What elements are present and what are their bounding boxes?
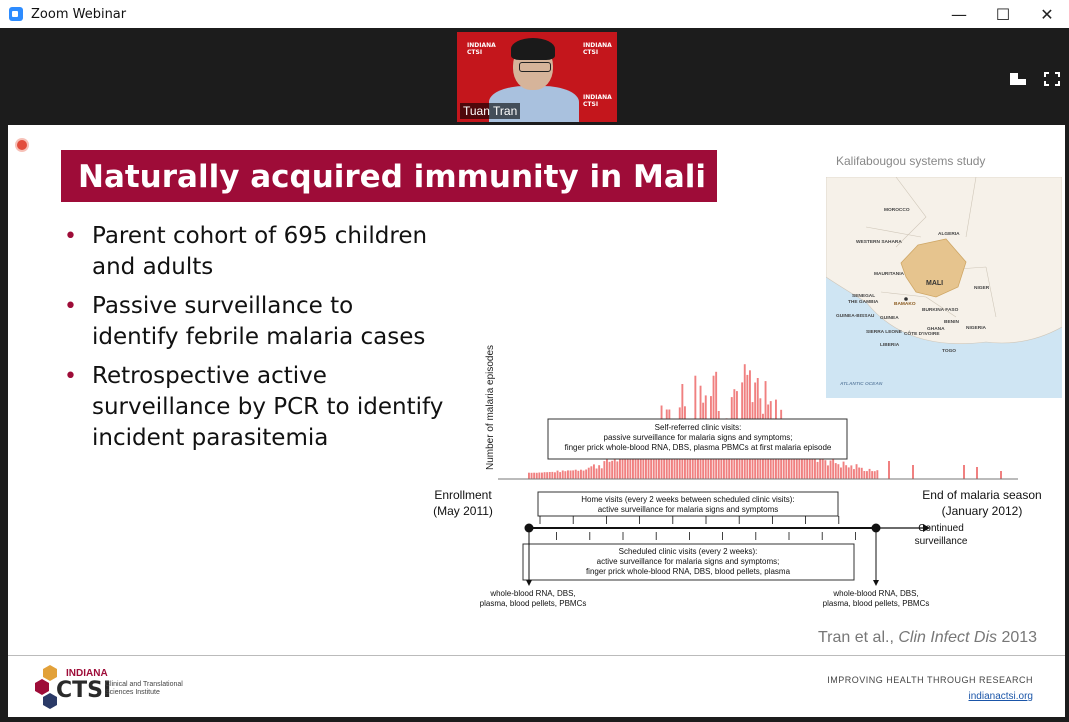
episode-bar (858, 468, 860, 480)
footer-tagline: IMPROVING HEALTH THROUGH RESEARCH (827, 675, 1033, 685)
episode-bar (609, 462, 611, 479)
episode-bar (611, 461, 613, 479)
map-label: TOGO (942, 349, 957, 354)
left-samples-text: plasma, blood pellets, PBMCs (479, 599, 587, 608)
episode-bar (850, 465, 852, 479)
episode-bar (869, 469, 871, 479)
speaker-name-tag: Tuan Tran (460, 103, 520, 119)
title-bar (0, 0, 1069, 28)
map-caption: Kalifabougou systems study (836, 154, 986, 168)
episode-bar (546, 472, 548, 479)
map-label: MALI (926, 280, 944, 287)
episode-bar (541, 473, 543, 479)
window-title: Zoom Webinar (31, 6, 127, 22)
episode-bar (583, 471, 585, 479)
episode-bar (848, 467, 850, 479)
episode-bar (837, 464, 839, 479)
zoom-icon (9, 7, 23, 21)
episode-bar (876, 470, 878, 479)
episode-bar (835, 463, 837, 479)
continued-label: Continued (918, 523, 964, 534)
speaker-hair (511, 38, 555, 60)
episode-bar (531, 473, 533, 479)
map-label: BURKINA FASO (922, 308, 959, 313)
scheduled-visits-text: finger prick whole-blood RNA, DBS, blood pellets, plasma (585, 567, 791, 576)
episode-bar (888, 461, 890, 479)
ctsi-logo-bottom-right: INDIANA CTSI (583, 94, 612, 108)
episode-bar (549, 472, 551, 479)
episode-bar (912, 465, 914, 479)
episode-bar (590, 466, 592, 479)
right-samples-text: whole-blood RNA, DBS, (833, 589, 919, 598)
episode-bar (580, 470, 582, 479)
footer-ctsi-subtitle: Clinical and Translational Sciences Institute (105, 681, 183, 696)
episode-bar (853, 469, 855, 479)
ctsi-logo-top-left: INDIANA CTSI (467, 42, 496, 56)
episode-bar (856, 464, 858, 479)
fullscreen-icon[interactable] (1044, 72, 1060, 86)
episode-bar (606, 457, 608, 479)
map-label: BENIN (944, 320, 959, 325)
episode-bar (976, 467, 978, 479)
video-strip (0, 28, 1069, 125)
map-label: GUINEA-BISSAU (836, 314, 875, 319)
episode-bar (551, 472, 553, 479)
citation: Tran et al., Clin Infect Dis 2013 (818, 629, 1038, 646)
left-sample-arrow (526, 580, 532, 586)
episode-bar (528, 473, 530, 479)
map-label: ATLANTIC OCEAN (840, 382, 883, 387)
enrollment-date: (May 2011) (433, 504, 493, 518)
episode-bar (622, 459, 624, 479)
episode-bar (554, 472, 556, 479)
end-of-season-date: (January 2012) (941, 504, 1023, 518)
episode-bar (564, 471, 566, 479)
minimize-button[interactable]: — (951, 4, 967, 24)
map-label: NIGER (974, 286, 990, 291)
footer-divider (8, 655, 1065, 656)
episode-bar (866, 471, 868, 479)
scheduled-visits-text: Scheduled clinic visits (every 2 weeks): (618, 547, 758, 556)
recording-indicator-icon (17, 140, 27, 150)
episode-bar (585, 470, 587, 480)
episode-bar (575, 470, 577, 479)
episode-bar (603, 461, 605, 479)
map-label: SIERRA LEONE (866, 330, 902, 335)
map-label: MOROCCO (884, 208, 910, 213)
episode-bar (830, 461, 832, 480)
map-label: GHANA (927, 327, 945, 332)
footer-ctsi: CTSI (56, 678, 112, 703)
map-label: GUINEA (880, 316, 899, 321)
episode-bar (544, 472, 546, 479)
episode-bar (840, 468, 842, 480)
footer-indiana: INDIANA (66, 668, 108, 679)
map-label: SENEGAL (852, 294, 876, 299)
map-label: WESTERN SAHARA (856, 240, 902, 245)
slide-title: Naturally acquired immunity in Mali (78, 159, 707, 195)
episode-bar (616, 461, 618, 479)
map-label: THE GAMBIA (848, 300, 879, 305)
speaker-glasses (519, 62, 551, 72)
episode-bar (570, 471, 572, 480)
self-referred-text: passive surveillance for malaria signs and symptoms; (603, 433, 793, 442)
episode-bar (845, 465, 847, 479)
episode-bar (536, 473, 538, 479)
map-label: BAMAKO (894, 302, 916, 307)
episode-bar (596, 469, 598, 480)
enrollment-marker (525, 524, 534, 533)
speaker-video[interactable] (457, 32, 617, 122)
bullet-item: • Retrospective active surveillance by PCR to identify incident parasitemia (64, 361, 444, 454)
view-mode-icon[interactable] (1010, 72, 1026, 86)
episode-bar (601, 468, 603, 479)
enrollment-label: Enrollment (434, 488, 492, 502)
continued-label: surveillance (914, 536, 968, 547)
episode-bar (557, 471, 559, 479)
end-of-season-label: End of malaria season (922, 488, 1042, 502)
map-label: CÔTE D'IVOIRE (904, 332, 940, 337)
episode-bar (614, 460, 616, 480)
right-samples-text: plasma, blood pellets, PBMCs (822, 599, 930, 608)
self-referred-text: finger prick whole-blood RNA, DBS, plasma PBMCs at first malaria episode (564, 443, 832, 452)
episode-bar (874, 471, 876, 479)
self-referred-text: Self-referred clinic visits: (654, 423, 742, 432)
episode-bar (572, 470, 574, 479)
episode-bar (598, 465, 600, 479)
episode-bar (533, 473, 535, 479)
episode-bar (562, 471, 564, 480)
episode-bar (861, 468, 863, 479)
episode-bar (588, 468, 590, 479)
map-label: MAURITANIA (874, 272, 905, 277)
episode-bar (577, 471, 579, 479)
bullet-item: • Passive surveillance to identify febrile malaria cases (64, 291, 444, 353)
episode-bar (871, 471, 873, 479)
footer-link[interactable]: indianactsi.org (968, 691, 1033, 702)
episode-bar (645, 457, 647, 479)
episode-bar (559, 472, 561, 479)
home-visits-text: Home visits (every 2 weeks between scheduled clinic visits): (581, 495, 795, 504)
episode-bar (538, 473, 540, 480)
study-timeline-diagram (8, 125, 1065, 625)
episode-bar (863, 471, 865, 479)
map-label: LIBERIA (880, 343, 900, 348)
ctsi-logo-top-right: INDIANA CTSI (583, 42, 612, 56)
close-button[interactable]: ✕ (1040, 4, 1054, 24)
right-sample-arrow (873, 580, 879, 586)
episode-bar (824, 460, 826, 479)
episode-bar (843, 462, 845, 479)
episode-bar (817, 462, 819, 479)
episode-bar (1000, 471, 1002, 479)
home-visits-text: active surveillance for malaria signs and symptoms (597, 505, 779, 514)
episode-bar (567, 470, 569, 479)
shared-slide (8, 125, 1065, 717)
left-samples-text: whole-blood RNA, DBS, (490, 589, 576, 598)
episode-bar (827, 465, 829, 479)
map-label: NIGERIA (966, 326, 986, 331)
episode-bar (963, 465, 965, 479)
episode-bar (822, 458, 824, 479)
map-label: ALGERIA (938, 232, 960, 237)
scheduled-visits-text: active surveillance for malaria signs and symptoms; (596, 557, 780, 566)
episode-bar (593, 464, 595, 479)
bullet-item: • Parent cohort of 695 children and adults (64, 221, 444, 283)
maximize-button[interactable]: ☐ (995, 4, 1011, 24)
y-axis-label: Number of malaria episodes (485, 344, 496, 470)
